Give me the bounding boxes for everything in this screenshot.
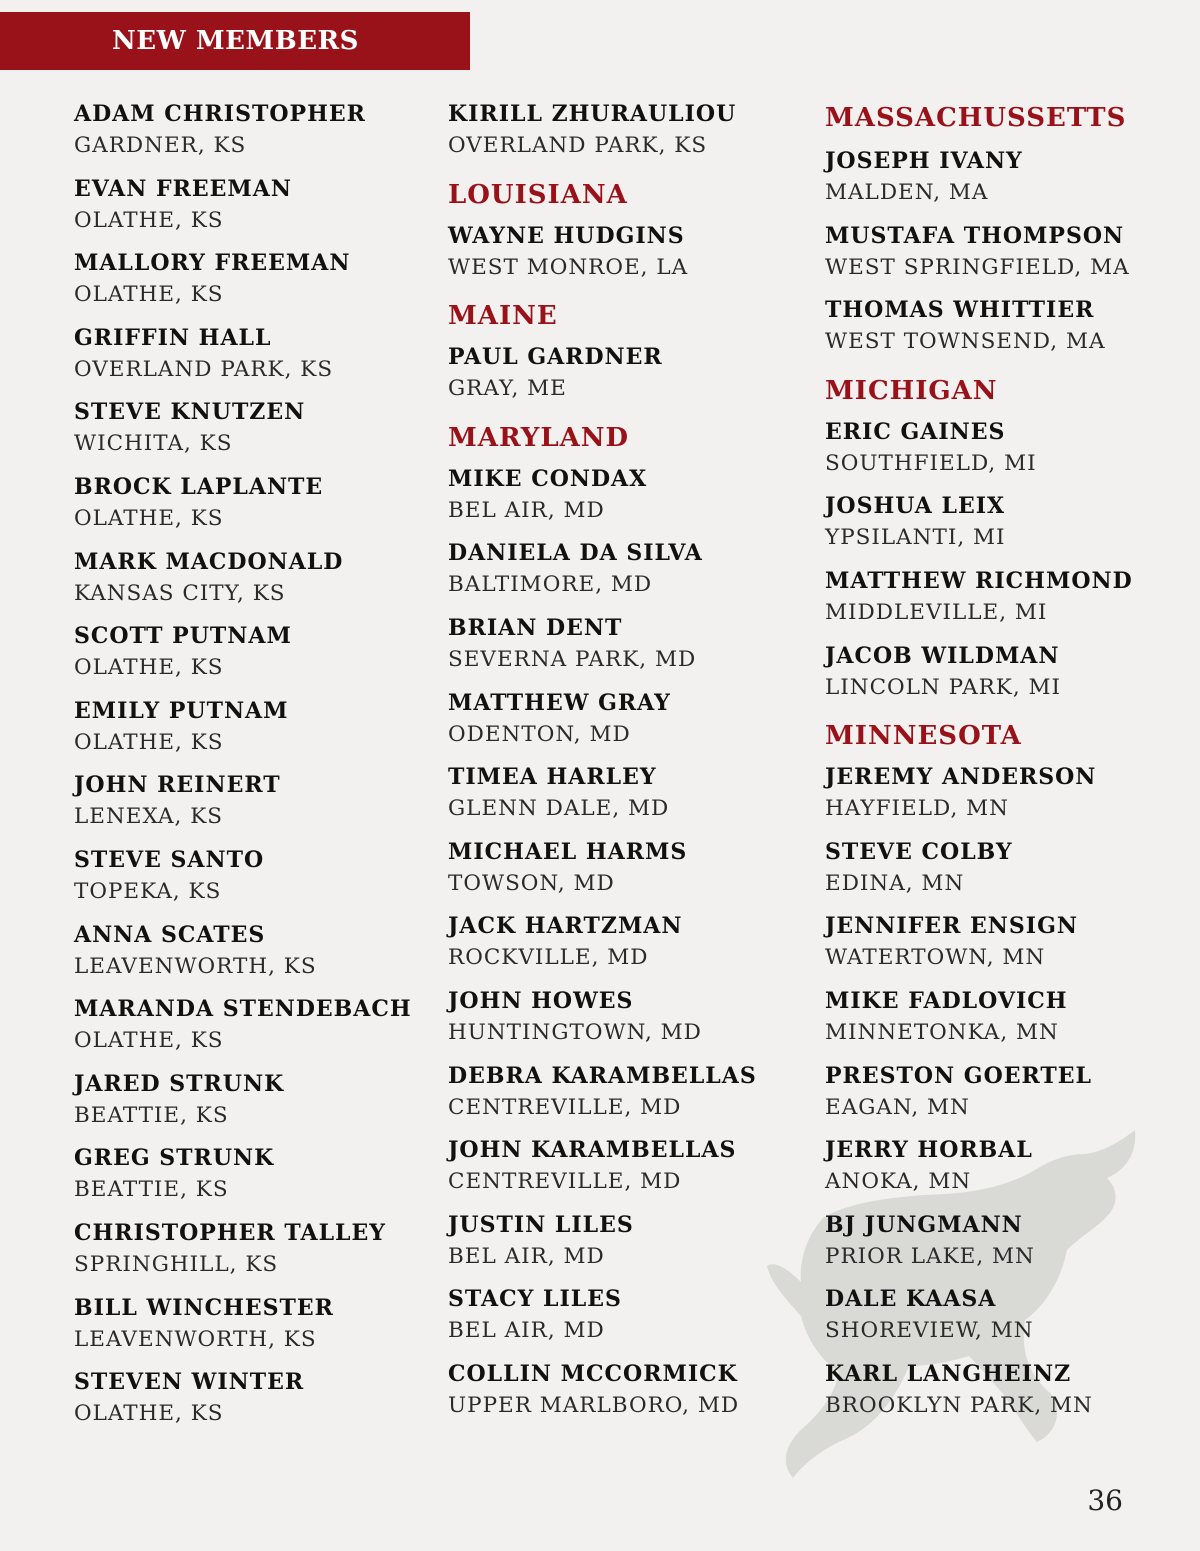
member-location: OVERLAND PARK, KS [448,133,708,158]
member-entry [825,761,1165,836]
member-name: JOSEPH IVANY [825,148,1023,174]
member-location: OVERLAND PARK, KS [74,356,334,382]
member-location: EAGAN, MN [825,1094,970,1120]
member-location: TOWSON, MD [448,870,615,896]
member-entry [825,294,1165,369]
state-heading: MINNESOTA [825,721,1022,752]
member-name: DEBRA KARAMBELLAS [448,1062,757,1089]
page-title: NEW MEMBERS [112,26,359,56]
member-location: BEATTIE, KS [74,1102,229,1128]
member-entry [825,220,1165,295]
member-entry [448,463,808,538]
member-name: JACOB WILDMAN [825,642,1060,669]
member-entry [448,220,808,295]
member-location: CENTREVILLE, MD [448,1094,682,1120]
member-location: LENEXA, KS [74,804,224,830]
member-entry [825,490,1165,565]
member-name: STEVE SANTO [74,846,265,873]
member-entry [825,1060,1165,1135]
member-entry [825,416,1165,491]
state-heading: MICHIGAN [825,375,998,406]
member-entry [74,322,434,397]
member-location: ODENTON, MD [448,721,631,747]
member-location: OLATHE, KS [74,1028,224,1054]
member-name: ADAM CHRISTOPHER [74,101,366,127]
state-heading: MARYLAND [448,422,630,453]
member-entry [74,396,434,471]
member-entry [825,1134,1165,1209]
member-entry [448,761,808,836]
member-entry [825,640,1165,715]
member-location: UPPER MARLBORO, MD [448,1392,740,1418]
member-name: THOMAS WHITTIER [825,297,1095,324]
member-entry [74,1292,434,1367]
member-location: GRAY, ME [448,376,567,402]
member-name: BRIAN DENT [448,614,623,641]
member-location: SOUTHFIELD, MI [825,450,1037,476]
member-location: HUNTINGTOWN, MD [448,1019,702,1045]
member-entry [825,1209,1165,1284]
member-location: MIDDLEVILLE, MI [825,599,1048,625]
member-entry [448,1358,808,1433]
member-name: MIKE CONDAX [448,465,648,492]
member-name: SCOTT PUTNAM [74,623,292,650]
member-entry [825,910,1165,985]
member-name: ANNA SCATES [74,921,266,948]
member-entry [448,985,808,1060]
member-name: BROCK LAPLANTE [74,473,324,500]
member-entry [448,1283,808,1358]
member-name: MARANDA STENDEBACH [74,996,412,1023]
state-heading: MASSACHUSSETTS [825,103,1127,133]
member-entry [448,910,808,985]
member-entry [74,769,434,844]
member-location: HAYFIELD, MN [825,796,1009,822]
member-location: BEL AIR, MD [448,1243,605,1269]
member-entry [74,173,434,248]
member-name: DALE KAASA [825,1286,997,1313]
member-name: JOHN HOWES [448,987,634,1014]
member-location: OLATHE, KS [74,729,224,755]
member-name: STEVE COLBY [825,838,1013,865]
member-entry [74,620,434,695]
member-name: STEVEN WINTER [74,1369,305,1396]
member-entry [74,695,434,770]
state-heading: LOUISIANA [448,179,628,210]
member-entry [825,1283,1165,1358]
member-entry [448,612,808,687]
member-location: OLATHE, KS [74,207,224,233]
member-entry [448,341,808,416]
member-entry [825,836,1165,911]
member-entry [74,919,434,994]
member-location: LEAVENWORTH, KS [74,953,317,979]
member-entry [74,1366,434,1441]
member-name: WAYNE HUDGINS [448,222,685,249]
member-name: EVAN FREEMAN [74,175,292,202]
member-name: JARED STRUNK [74,1070,285,1097]
member-name: TIMEA HARLEY [448,764,657,791]
member-location: BALTIMORE, MD [448,572,653,598]
member-name: GREG STRUNK [74,1145,275,1172]
member-name: JERRY HORBAL [825,1137,1033,1164]
page-number: 36 [1087,1484,1123,1517]
member-name: MARK MACDONALD [74,548,344,575]
member-location: GARDNER, KS [74,133,247,158]
member-location: YPSILANTI, MI [825,525,1006,551]
member-location: OLATHE, KS [74,282,224,308]
member-name: MIKE FADLOVICH [825,987,1068,1014]
member-location: MINNETONKA, MN [825,1019,1059,1045]
member-name: JUSTIN LILES [448,1211,634,1238]
member-entry [74,98,434,173]
members-column-3 [825,98,1165,1433]
member-entry [825,565,1165,640]
member-name: JOSHUA LEIX [825,493,1006,520]
member-name: MALLORY FREEMAN [74,250,351,277]
member-name: MUSTAFA THOMPSON [825,222,1125,249]
member-location: WICHITA, KS [74,431,233,457]
member-location: WEST SPRINGFIELD, MA [825,254,1130,280]
member-entry [448,537,808,612]
member-location: EDINA, MN [825,870,965,896]
member-name: GRIFFIN HALL [74,324,272,351]
member-location: PRIOR LAKE, MN [825,1243,1035,1269]
member-name: BJ JUNGMANN [825,1211,1023,1238]
member-entry [448,98,808,173]
member-name: MATTHEW GRAY [448,689,671,716]
member-name: EMILY PUTNAM [74,697,289,724]
member-entry [448,687,808,762]
member-entry [825,145,1165,220]
member-entry [448,1134,808,1209]
member-location: WEST MONROE, LA [448,254,689,280]
member-name: JACK HARTZMAN [448,913,683,940]
member-name: COLLIN MCCORMICK [448,1360,738,1387]
member-entry [825,1358,1165,1433]
member-location: BROOKLYN PARK, MN [825,1392,1093,1418]
member-location: LINCOLN PARK, MI [825,674,1062,700]
member-name: MATTHEW RICHMOND [825,567,1133,594]
member-location: SEVERNA PARK, MD [448,646,697,672]
member-location: ANOKA, MN [825,1169,972,1195]
member-location: WATERTOWN, MN [825,945,1046,971]
member-location: BEATTIE, KS [74,1177,229,1203]
member-entry [74,546,434,621]
member-location: SHOREVIEW, MN [825,1318,1034,1344]
member-location: LEAVENWORTH, KS [74,1326,317,1352]
member-location: WEST TOWNSEND, MA [825,329,1106,355]
member-name: PAUL GARDNER [448,344,663,371]
member-location: GLENN DALE, MD [448,796,670,822]
members-column-2 [448,98,808,1433]
member-location: OLATHE, KS [74,1401,224,1427]
state-heading: MAINE [448,301,558,332]
member-location: SPRINGHILL, KS [74,1251,279,1277]
member-entry [74,1068,434,1143]
member-location: KANSAS CITY, KS [74,580,286,606]
member-name: KARL LANGHEINZ [825,1360,1072,1387]
member-name: KIRILL ZHURAULIOU [448,101,737,127]
member-location: ROCKVILLE, MD [448,945,649,971]
member-entry [74,1142,434,1217]
member-entry [74,844,434,919]
member-entry [448,836,808,911]
member-entry [74,1217,434,1292]
member-entry [74,993,434,1068]
member-location: OLATHE, KS [74,505,224,531]
member-location: TOPEKA, KS [74,878,222,904]
header-banner [0,12,470,70]
member-name: CHRISTOPHER TALLEY [74,1219,386,1246]
member-name: PRESTON GOERTEL [825,1062,1093,1089]
member-name: STACY LILES [448,1286,622,1313]
member-location: BEL AIR, MD [448,1318,605,1344]
member-entry [74,247,434,322]
member-location: CENTREVILLE, MD [448,1169,682,1195]
member-location: BEL AIR, MD [448,497,605,523]
member-name: MICHAEL HARMS [448,838,688,865]
member-entry [74,471,434,546]
member-entry [448,1209,808,1284]
members-column-1 [74,98,434,1441]
member-entry [448,1060,808,1135]
member-name: JENNIFER ENSIGN [825,913,1078,940]
member-name: DANIELA DA SILVA [448,540,703,567]
member-entry [825,985,1165,1060]
member-name: JOHN KARAMBELLAS [448,1137,737,1164]
member-name: STEVE KNUTZEN [74,399,306,426]
member-location: OLATHE, KS [74,655,224,681]
member-name: BILL WINCHESTER [74,1294,334,1321]
member-name: JEREMY ANDERSON [825,764,1097,791]
member-name: ERIC GAINES [825,418,1006,445]
member-location: MALDEN, MA [825,180,989,205]
member-name: JOHN REINERT [74,772,281,799]
